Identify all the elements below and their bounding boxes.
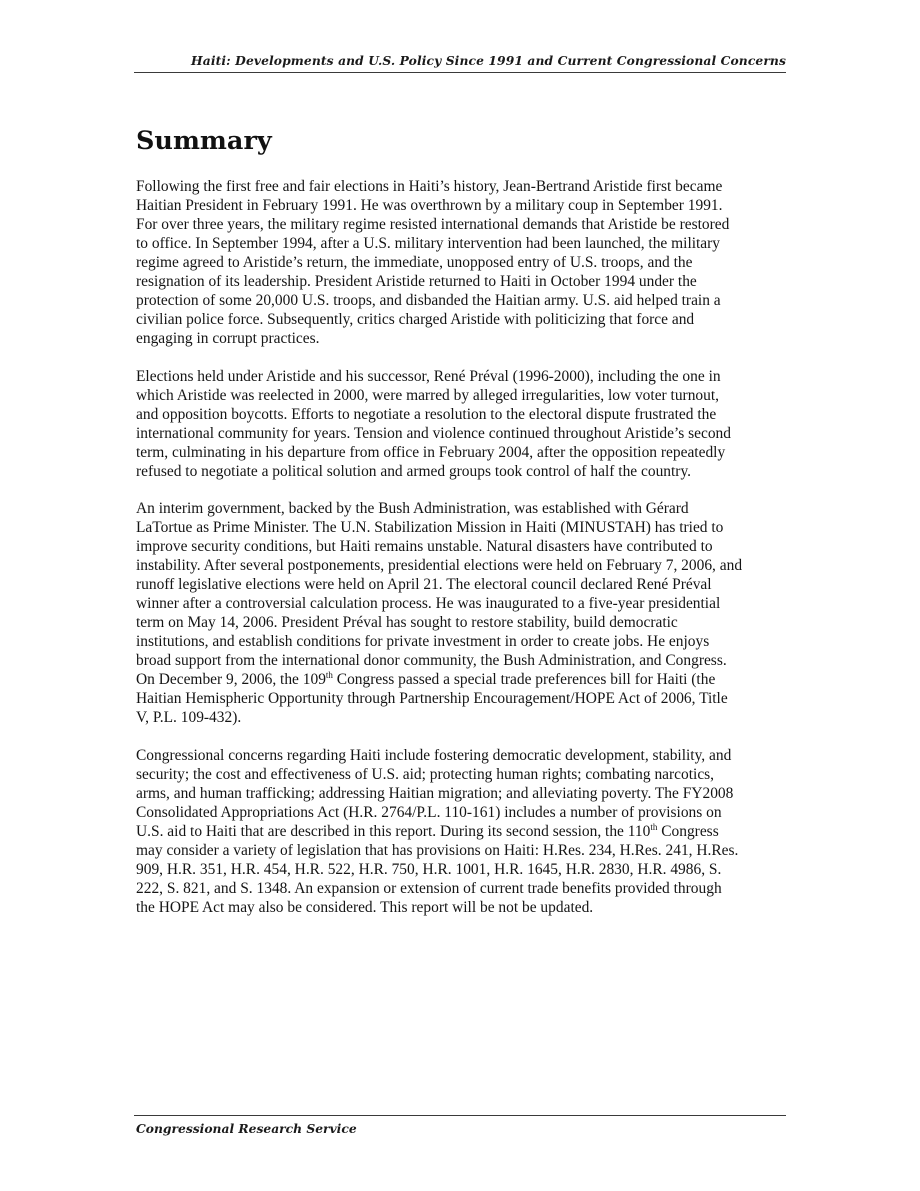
text-line: instability. After several postponements, presidential elections were held on February 7, 2006, and: [136, 557, 743, 575]
text-line: Following the first free and fair elections in Haiti’s history, Jean-Bertrand Aristide first became: [136, 178, 723, 195]
text-line: LaTortue as Prime Minister. The U.N. Stabilization Mission in Haiti (MINUSTAH) has tried to: [136, 519, 724, 537]
text-line: broad support from the international donor community, the Bush Administration, and Congress.: [136, 652, 727, 670]
section-heading-summary: Summary: [136, 126, 272, 156]
text-line: and opposition boycotts. Efforts to negotiate a resolution to the electoral dispute frustrated the: [136, 405, 717, 423]
footer-divider: [134, 1115, 786, 1116]
header-divider: [134, 72, 786, 73]
text-line: refused to negotiate a political solution and armed groups took control of half the country.: [136, 462, 692, 480]
text-line-with-superscript: [136, 670, 796, 689]
text-run: Congress passed a special trade preferences bill for Haiti (the: [332, 671, 716, 689]
text-line: Haitian President in February 1991. He was overthrown by a military coup in September 1991.: [136, 197, 723, 214]
ordinal-superscript: th: [650, 822, 658, 833]
text-line: engaging in corrupt practices.: [136, 330, 320, 347]
text-line: winner after a controversial calculation process. He was inaugurated to a five-year presidential: [136, 595, 721, 613]
ordinal-superscript: th: [325, 670, 333, 681]
text-line: term, culminating in his departure from office in February 2004, after the opposition repeatedly: [136, 443, 726, 461]
text-line: improve security conditions, but Haiti remains unstable. Natural disasters have contributed to: [136, 538, 713, 556]
summary-body: [136, 177, 796, 936]
running-footer-publisher: Congressional Research Service: [136, 1121, 357, 1136]
summary-paragraph-3: [136, 499, 796, 727]
text-line: international community for years. Tension and violence continued throughout Aristide’s second: [136, 424, 731, 442]
text-line: to office. In September 1994, after a U.S. military intervention had been launched, the military: [136, 235, 721, 252]
text-line: Congressional concerns regarding Haiti include fostering democratic development, stability, and: [136, 747, 732, 765]
text-run: Congress: [657, 823, 719, 841]
text-line: may consider a variety of legislation that has provisions on Haiti: H.Res. 234, H.Res. 241, H.Res.: [136, 842, 739, 860]
text-line: institutions, and establish conditions for private investment in order to create jobs. He enjoys: [136, 633, 710, 651]
text-line: term on May 14, 2006. President Préval has sought to restore stability, build democratic: [136, 614, 678, 632]
summary-paragraph-1: [136, 177, 796, 348]
text-line: protection of some 20,000 U.S. troops, and disbanded the Haitian army. U.S. aid helped train a: [136, 292, 721, 309]
text-run: U.S. aid to Haiti that are described in this report. During its second session, the 110: [136, 823, 651, 841]
text-line: regime agreed to Aristide’s return, the immediate, unopposed entry of U.S. troops, and the: [136, 254, 693, 271]
text-line: arms, and human trafficking; addressing Haitian migration; and alleviating poverty. The FY2008: [136, 785, 734, 803]
text-line: Consolidated Appropriations Act (H.R. 2764/P.L. 110-161) includes a number of provisions on: [136, 804, 722, 822]
text-line: 222, S. 821, and S. 1348. An expansion or extension of current trade benefits provided through: [136, 880, 722, 898]
text-line: security; the cost and effectiveness of U.S. aid; protecting human rights; combating narcotics,: [136, 766, 715, 784]
text-line-with-superscript: [136, 822, 796, 841]
text-line: V, P.L. 109-432).: [136, 709, 242, 727]
text-line: which Aristide was reelected in 2000, were marred by alleged irregularities, low voter turnout,: [136, 386, 719, 404]
text-line: the HOPE Act may also be considered. This report will be not be updated.: [136, 899, 594, 917]
text-line: 909, H.R. 351, H.R. 454, H.R. 522, H.R. 750, H.R. 1001, H.R. 1645, H.R. 2830, H.R. 4986, S.: [136, 861, 722, 879]
summary-paragraph-4: [136, 746, 796, 917]
text-line: An interim government, backed by the Bush Administration, was established with Gérard: [136, 500, 689, 518]
text-run: On December 9, 2006, the 109: [136, 671, 326, 689]
text-line: For over three years, the military regime resisted international demands that Aristide be restored: [136, 216, 730, 233]
text-line: Haitian Hemispheric Opportunity through Partnership Encouragement/HOPE Act of 2006, Title: [136, 690, 728, 708]
text-line: Elections held under Aristide and his successor, René Préval (1996-2000), including the one in: [136, 367, 721, 385]
text-line: resignation of its leadership. President Aristide returned to Haiti in October 1994 under the: [136, 273, 697, 290]
summary-paragraph-2: [136, 367, 796, 481]
text-line: civilian police force. Subsequently, critics charged Aristide with politicizing that force and: [136, 311, 695, 328]
text-line: runoff legislative elections were held on April 21. The electoral council declared René Préval: [136, 576, 712, 594]
running-header-title: Haiti: Developments and U.S. Policy Since 1991 and Current Congressional Concerns: [191, 53, 786, 68]
